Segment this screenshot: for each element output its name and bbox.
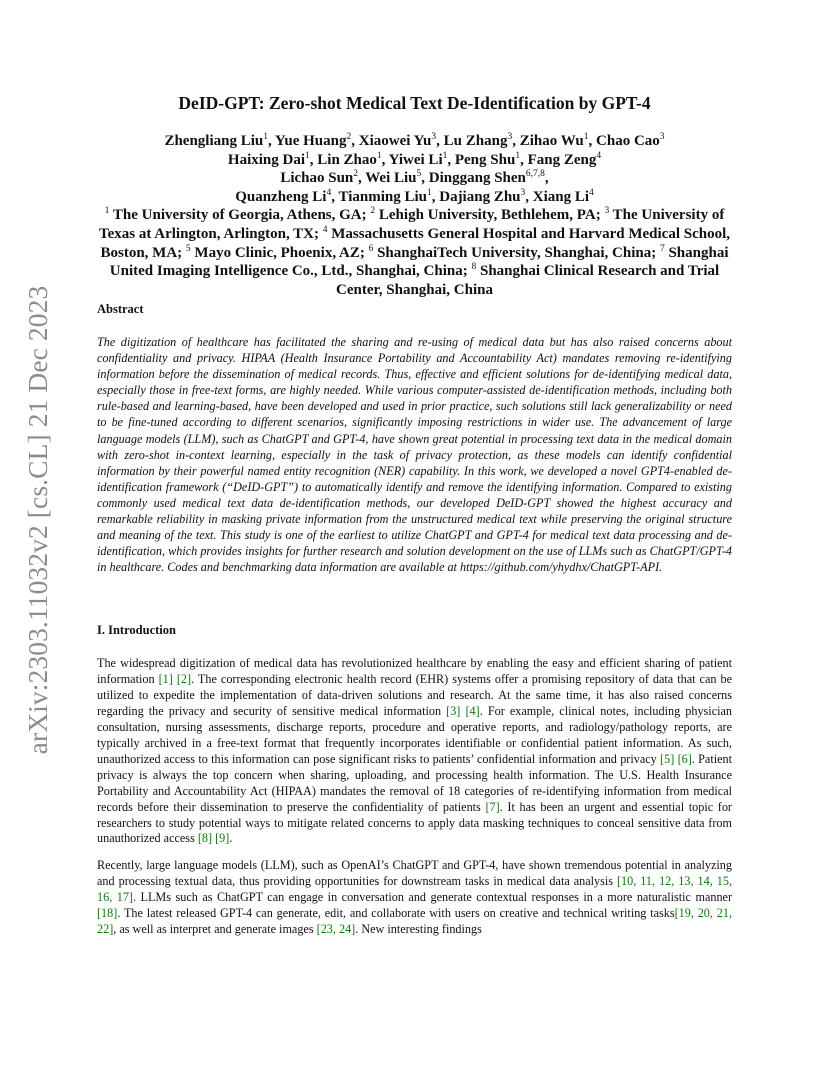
author-name: Zhengliang Liu (164, 133, 264, 149)
author-name: , Zihao Wu (512, 133, 584, 149)
affiliation-text: Shanghai United Imaging Intelligence Co., Ltd., Shanghai, China; (109, 244, 729, 280)
citation-link[interactable]: [2] (176, 671, 192, 686)
affiliation-number: 4 (322, 224, 328, 235)
paragraph-text: . It has been an urgent and essential topic for researchers to study potential ways to mitigate related concerns to apply data masking techniques to conceal sensitive data from unauthorized access (97, 799, 732, 846)
affiliation-number: 7 (659, 243, 665, 254)
citation-link[interactable]: [1] (158, 671, 173, 686)
affiliation-number: 2 (370, 206, 376, 217)
affiliation-number: 3 (604, 206, 610, 217)
citation-link[interactable]: [6] (677, 751, 692, 766)
paragraph-text: . The latest released GPT-4 can generate, edit, and collaborate with users on creative and technical writing tasks (117, 905, 675, 920)
author-affiliation-mark: 1 (263, 132, 268, 142)
citation-link[interactable]: [10, 11, 12, 13, 14, 15, 16, 17] (97, 873, 732, 904)
author-name: , Dinggang Shen (421, 170, 526, 187)
author-name: , Chao Cao (588, 133, 660, 149)
arxiv-identifier: arXiv:2303.11032v2 [cs.CL] 21 Dec 2023 (22, 285, 53, 755)
affiliation-number: 8 (471, 262, 477, 273)
citation-link[interactable]: [23, 24] (316, 921, 356, 936)
affiliation-text: Massachusetts General Hospital and Harvard Medical School, Boston, MA; (100, 225, 731, 261)
author-block (97, 132, 732, 299)
author-name: , Fang Zeng (520, 151, 597, 168)
citation-link[interactable]: [8] (197, 831, 213, 846)
author-affiliation-mark: 3 (659, 132, 665, 142)
author-name: Haixing Dai (227, 151, 306, 168)
author-name: , Yue Huang (267, 133, 347, 149)
affiliation-number: 6 (368, 243, 374, 254)
affiliation-text: Lehigh University, Bethlehem, PA; (375, 207, 605, 224)
affiliation-number: 5 (185, 243, 191, 254)
paragraph-text: . The corresponding electronic health record (EHR) systems offer a promising repository of data that can be utilized to expedite the implementation of data-driven solutions and research. At the same time, it has also raised concerns regarding the privacy and security of sensitive medical information (97, 671, 733, 718)
author-name: , Peng Shu (447, 151, 516, 168)
affiliation-text: ShanghaiTech University, Shanghai, China; (373, 244, 660, 261)
author-affiliation-mark: 1 (305, 150, 310, 161)
affiliation-text: Mayo Clinic, Phoenix, AZ; (190, 244, 369, 261)
author-name: Quanzheng Li (235, 188, 327, 205)
author-affiliation-mark: 3 (431, 132, 437, 142)
affiliation-text: Shanghai Clinical Research and Trial Center, Shanghai, China (336, 263, 720, 298)
author-affiliation-mark: 3 (520, 187, 526, 198)
affiliation-text: The University of Texas at Arlington, Arlington, TX; (98, 207, 725, 242)
author-name: , Yiwei Li (381, 151, 443, 168)
section-heading-introduction: I. Introduction (97, 623, 176, 637)
paragraph-text: , as well as interpret and generate images (113, 921, 317, 936)
paragraph-text: The widespread digitization of medical data has revolutionized healthcare by enabling the easy and efficient sharing of patient information (97, 656, 732, 686)
citation-link[interactable]: [19, 20, 21, 22] (97, 905, 732, 936)
paragraph-text: . New interesting findings (355, 921, 482, 936)
author-affiliation-mark: 5 (416, 169, 422, 180)
citation-link[interactable]: [5] (660, 751, 675, 766)
author-name: , Dajiang Zhu (431, 188, 521, 205)
author-affiliation-mark: 3 (507, 132, 513, 142)
intro-paragraph-2 (97, 858, 732, 938)
author-affiliation-mark: 1 (426, 187, 432, 198)
affiliation-number: 1 (104, 206, 110, 217)
author-affiliation-mark: 1 (515, 150, 521, 161)
intro-paragraph-1 (97, 656, 732, 847)
paragraph-text: Recently, large language models (LLM), such as OpenAI’s ChatGPT and GPT-4, have shown tremendous potential in analyzing and processing textual data, thus providing opportunities for downstream tasks in medical data analysis (97, 858, 732, 888)
arxiv-sidebar-stamp (23, 285, 53, 755)
citation-link[interactable]: [7] (485, 799, 500, 814)
affiliation-text: The University of Georgia, Athens, GA; (109, 207, 371, 224)
author-affiliation-mark: 1 (583, 132, 589, 142)
author-affiliation-mark: 2 (346, 132, 352, 142)
author-affiliation-mark: 1 (442, 150, 448, 161)
author-affiliation-mark: 6,7,8 (525, 169, 545, 180)
paragraph-text: . LLMs such as ChatGPT can engage in conversation and generate contextual responses in a more naturalistic manner (132, 889, 733, 904)
author-affiliation-mark: 4 (596, 150, 602, 161)
author-separator: , (544, 170, 549, 187)
paragraph-text: . For example, clinical notes, including physician consultation, nursing assessments, discharge reports, procedure and operative reports, and radiology/pathology reports, are typically archived in a free-text format that frequently incorporates identifiable or confidential patient information. As such, unauthorized access to this information can pose significant risks to patients’ confidential information and privacy (97, 703, 732, 766)
paragraph-text: . Patient privacy is always the top concern when sharing, uploading, and processing health information. The U.S. Health Insurance Portability and Accountability Act (HIPAA) mandates the removal of 18 categories of re-identifying information from medical records before their dissemination to preserve the confidentiality of patients (97, 751, 732, 814)
author-affiliation-mark: 4 (326, 187, 332, 198)
affiliation-list (99, 207, 730, 297)
paper-title: DeID-GPT: Zero-shot Medical Text De-Identification by GPT-4 (178, 93, 651, 113)
citation-link[interactable]: [9] (215, 831, 230, 846)
author-name: , Wei Liu (358, 170, 417, 187)
citation-link[interactable]: [18] (97, 905, 118, 920)
citation-link[interactable]: [3] (446, 703, 461, 718)
abstract-text: The digitization of healthcare has facilitated the sharing and re-using of medical data but has also raised concerns about confidentiality and privacy. HIPAA (Health Insurance Portability and Accountability Act) mandates removing re-identifying information before the dissemination of medical records. Thus, effective and efficient solutions for de-identifying medical data, especially those in free-text forms, are highly needed. While various computer-assisted de-identification methods, including both rule-based and learning-based, have been developed and used in prior practice, such solutions still lack generalizability or need to be fine-tuned according to different scenarios, significantly imposing restrictions in wider use. The advancement of large language models (LLM), such as ChatGPT and GPT-4, have shown great potential in processing text data in the medical domain with zero-shot in-context learning, especially in the task of privacy protection, as these models can identify confidential information by their powerful named entity recognition (NER) capability. In this work, we developed a novel GPT4-enabled de-identification framework (“DeID-GPT”) to automatically identify and remove the identifying information. Compared to existing commonly used medical text data de-identification methods, our developed DeID-GPT showed the highest accuracy and remarkable reliability in masking private information from the unstructured medical text while preserving the original structure and meaning of the text. This study is one of the earliest to utilize ChatGPT and GPT-4 for medical text data processing and de-identification, which provides insights for further research and solution development on the use of LLMs such as ChatGPT/GPT-4 in healthcare. Codes and benchmarking data information are available at https://github.com/yhydhx/ChatGPT-API. (97, 335, 732, 575)
abstract-heading: Abstract (97, 302, 144, 316)
author-name: , Xiang Li (525, 188, 590, 205)
citation-link[interactable]: [4] (465, 703, 480, 718)
author-name: , Xiaowei Yu (351, 133, 432, 149)
author-affiliation-mark: 1 (376, 150, 382, 161)
author-affiliation-mark: 2 (353, 169, 359, 180)
author-name: , Lu Zhang (436, 133, 508, 149)
author-name: Lichao Sun (280, 170, 354, 187)
author-name: , Tianming Liu (331, 188, 427, 205)
author-name: , Lin Zhao (309, 151, 377, 168)
paragraph-text: . (229, 831, 233, 846)
author-affiliation-mark: 4 (589, 187, 594, 198)
